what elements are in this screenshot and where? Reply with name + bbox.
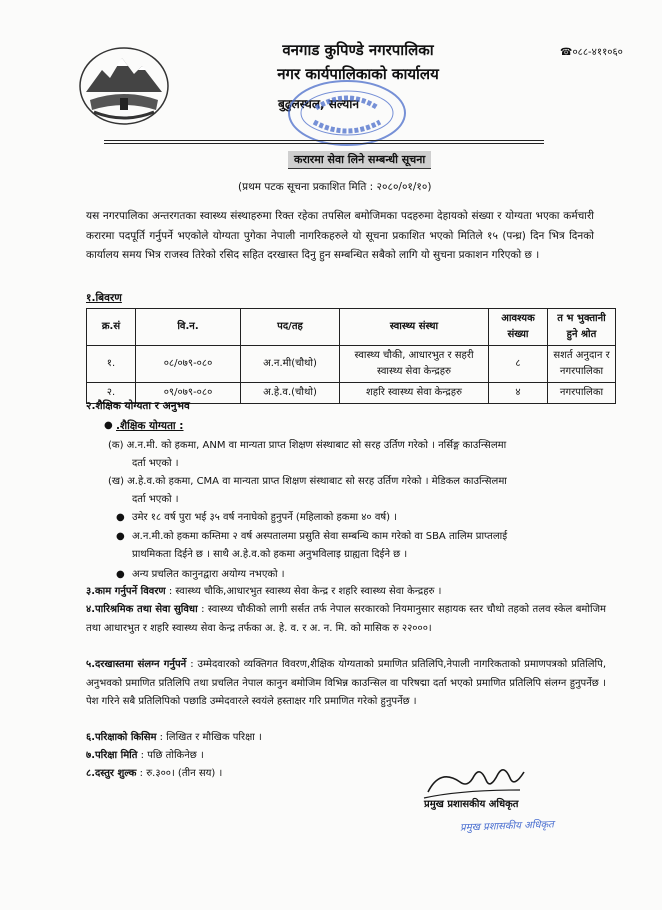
table-row xyxy=(87,346,616,383)
col-header-required-count: आवश्यक संख्या xyxy=(489,309,548,346)
qualification-cma-cont: दर्ता भएको । xyxy=(132,494,179,505)
section7-label: ७.परिक्षा मिति xyxy=(86,750,138,761)
section1-heading: १.बिवरण xyxy=(86,292,122,304)
cell-ad-no: ०९/०७९-०८० xyxy=(136,383,241,404)
header-divider xyxy=(104,140,544,141)
eligibility-requirement: अन्य प्रचलित कानुनद्वारा अयोग्य नभएको । xyxy=(132,569,285,580)
qualification-subheading: .शैक्षिक योग्यता : xyxy=(116,420,184,432)
bullet-icon: ● xyxy=(116,569,125,580)
col-header-post: पद/तह xyxy=(241,309,340,346)
cell-required-count: ४ xyxy=(489,383,548,404)
section4-salary xyxy=(86,601,606,638)
cell-institution: स्वास्थ्य चौकी, आधारभुत र सहरी स्वास्थ्य सेवा केन्द्रहरु xyxy=(340,346,489,383)
section5-attachments xyxy=(86,656,606,712)
cell-sn: १. xyxy=(87,346,136,383)
cell-payment-source: नगरपालिका xyxy=(548,383,616,404)
section3-label: ३.काम गर्नुपर्ने विवरण xyxy=(86,586,166,597)
signatory-title: प्रमुख प्रशासकीय अधिकृत xyxy=(424,799,519,810)
section3-work-details xyxy=(86,583,606,602)
section8-label: ८.दस्तुर शुल्क xyxy=(86,768,137,779)
intro-paragraph: यस नगरपालिका अन्तरगतका स्वास्थ्य संस्थाहरुमा रिक्त रहेका तपसिल बमोजिमका पदहरुमा देहायको संख्या र योग्यता भएका कर्मचारी करारमा पदपूर्ति गर्नुपर्ने भएकोले योग्यता पुगेका नेपाली नागरिकहरुले यो सूचना प्रकाशित भएको मितिले १५ (पन्ध्र) दिन भित्र दिनको कार्यालय समय भित्र राजस्व तिरेको रसिद सहित दरखास्त दिनु हुन सम्बन्धित सबैको लागि यो सुचना प्रकाशन गरिएको छ । xyxy=(86,210,594,261)
cell-sn: २. xyxy=(87,383,136,404)
cell-required-count: ८ xyxy=(489,346,548,383)
bullet-icon: ● xyxy=(116,512,125,523)
section4-label: ४.पारिश्रमिक तथा सेवा सुविधा xyxy=(86,604,198,615)
table-header-row xyxy=(87,309,616,346)
cell-ad-no: ०८/०७९-०८० xyxy=(136,346,241,383)
col-header-payment-source: त भ भुक्तानी हुने श्रोत xyxy=(548,309,616,346)
office-stamp-seal xyxy=(286,78,408,148)
section7-text: : पछि तोकिनेछ । xyxy=(140,750,204,761)
org-name: वनगाड कुपिण्डे नगरपालिका xyxy=(282,41,434,59)
cell-post: अ.न.मी(चौथो) xyxy=(241,346,340,383)
qualification-cma: (ख) अ.हे.व.को हकमा, CMA वा मान्यता प्राप्त शिक्षण संस्थाबाट सो सरह उर्तिण गरेको । मेडिकल काउन्सिलमा xyxy=(108,476,507,487)
header-divider-2 xyxy=(104,143,544,144)
office-name: नगर कार्यपालिकाको कार्यालय xyxy=(277,65,439,83)
qualification-anm: (क) अ.न.मी. को हकमा, ANM वा मान्यता प्राप्त शिक्षण संस्थाबाट सो सरह उर्तिण गरेको । नर्सिङ्ग काउन्सिलमा xyxy=(108,440,507,451)
section4-text: : स्वास्थ्य चौकीको लागी सर्सत तर्फ नेपाल सरकारको नियमानुसार सहायक स्तर चौथो तहको तलव स्केल बमोजिम तथा आधारभुत र शहरि स्वास्थ्य सेवा केन्द्र तर्फका अ. हे. व. र अ. न. मि. को मासिक रु २२०००। xyxy=(86,604,606,634)
office-location: बुढुलस्थल, सल्यान xyxy=(278,97,360,111)
qualification-anm-cont: दर्ता भएको । xyxy=(132,458,179,469)
col-header-sn: क्र.सं xyxy=(87,309,136,346)
col-header-institution: स्वास्थ्य संस्था xyxy=(340,309,489,346)
age-requirement: उमेर १८ वर्ष पुरा भई ३५ वर्ष ननाघेको हुनुपर्ने (महिलाको हकमा ४० वर्ष) । xyxy=(132,512,398,523)
nepal-emblem-logo xyxy=(76,40,172,132)
bullet-icon: ● xyxy=(104,420,113,431)
cell-payment-source: सशर्त अनुदान र नगरपालिका xyxy=(548,346,616,383)
section5-text: : उम्मेदवारको व्यक्तिगत विवरण,शैक्षिक योग्यताको प्रमाणित प्रतिलिपि,नेपाली नागरिकताको प्रमाणपत्रको प्रतिलिपि, अनुभवको प्रमाणित प्रतिलिपि तथा प्रचलित नेपाल कानुन बमोजिम विभिन्न काउन्सिल वा परिषद्मा दर्ता भएको प्रमाणित प्रतिलिपि संलग्न हुनुपर्नेछ । पेश गरिने सबै प्रतिलिपिको पछाडि उम्मेदवारले स्वयंले हस्ताक्षर गरि प्रमाणित गरेको हुनुपर्नेछ । xyxy=(86,659,606,707)
signatory-stamp: प्रमुख प्रशासकीय अधिकृत xyxy=(459,819,555,834)
cell-post: अ.हे.व.(चौथो) xyxy=(241,383,340,404)
phone-number: ☎०८८-४११०६० xyxy=(560,47,623,58)
vacancy-table xyxy=(86,308,616,404)
col-header-ad-no: वि.न. xyxy=(136,309,241,346)
bullet-icon: ● xyxy=(116,531,125,542)
cell-institution: शहरि स्वास्थ्य सेवा केन्द्रहरु xyxy=(340,383,489,404)
notice-title: करारमा सेवा लिने सम्बन्धी सूचना xyxy=(288,151,431,169)
section5-label: ५.दरखास्तमा संलग्न गर्नुपर्ने xyxy=(86,659,187,670)
section6-text: : लिखित र मौखिक परिक्षा । xyxy=(159,732,262,743)
experience-requirement-cont: प्राथमिकता दिईने छ । साथै अ.हे.व.को हकमा अनुभविलाइ ग्राह्यता दिईने छ । xyxy=(132,549,408,560)
section3-text: : स्वास्थ्य चौकि,आधारभुत स्वास्थ्य सेवा केन्द्र र शहरि स्वास्थ्य सेवा केन्द्रहरु । xyxy=(168,586,442,597)
section6-exam-type xyxy=(86,729,606,748)
experience-requirement: अ.न.मी.को हकमा कम्तिमा २ वर्ष अस्पतालमा प्रसुति सेवा सम्बन्धि काम गरेको वा SBA तालिम प्राप्तलाई xyxy=(132,531,508,542)
published-date: (प्रथम पटक सूचना प्रकाशित मिति : २०८०/०१/१०) xyxy=(238,181,432,193)
section6-label: ६.परिक्षाको किसिम xyxy=(86,732,157,743)
section8-text: : रु.३००। (तीन सय) । xyxy=(139,768,223,779)
section2-heading: २.शैक्षिक योग्यता र अनुभव xyxy=(86,400,190,412)
